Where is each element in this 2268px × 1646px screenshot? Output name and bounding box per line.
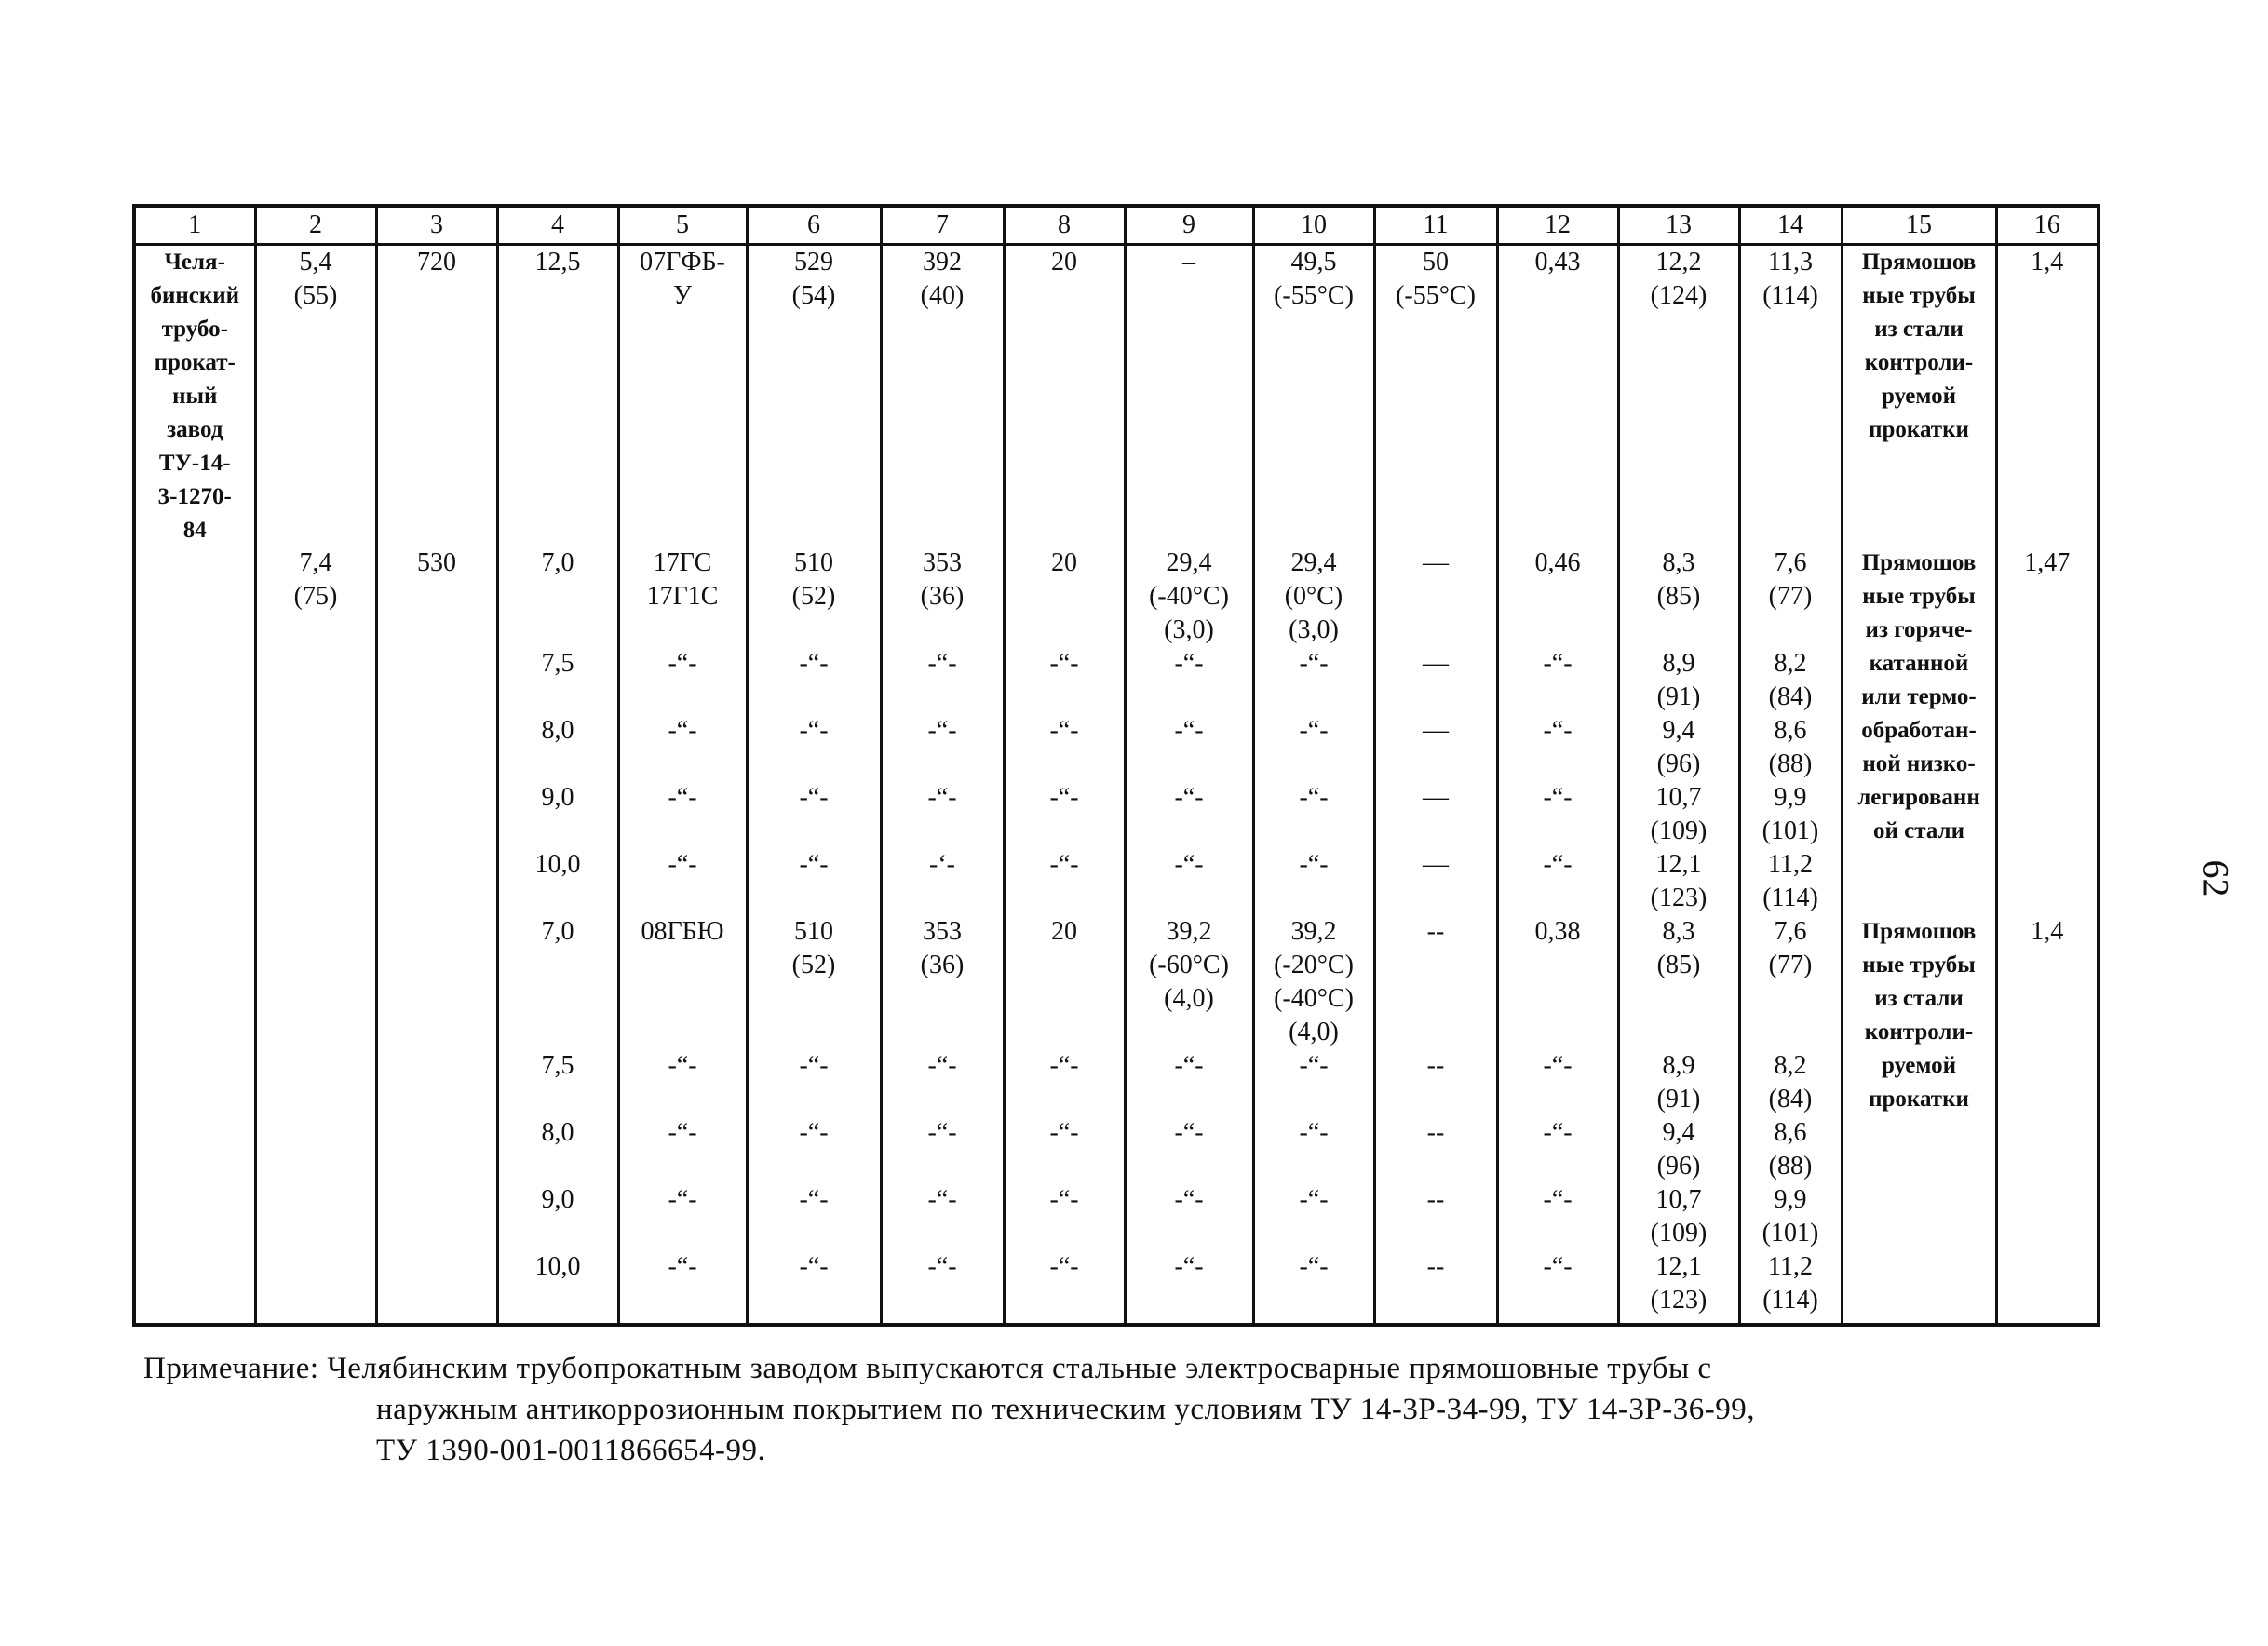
cell-text: 7,0 7,5 8,0 9,0 10,0 xyxy=(534,916,581,1281)
cell-text: 20 xyxy=(1051,248,1077,277)
cell-text: 353 (36) -“- -“- -“- -‘- xyxy=(920,547,965,879)
table-cell xyxy=(1497,245,1618,546)
footnote-line: ТУ 1390-001-0011866654-99. xyxy=(376,1434,766,1467)
cell-text: 720 xyxy=(417,248,456,277)
table-cell xyxy=(881,915,1004,1325)
cell-text: 0,38 -“- -“- -“- -“- xyxy=(1534,916,1581,1281)
factory-name: Челя- бинский трубо- прокат- ный завод ТУ-14- 3-1270- 84 xyxy=(150,250,240,543)
table-cell xyxy=(1842,546,1996,915)
table-cell xyxy=(376,546,497,915)
column-header: 16 xyxy=(1996,206,2099,245)
table-cell xyxy=(1125,245,1253,546)
cell-text: 07ГФБ- У xyxy=(640,248,725,310)
column-header: 7 xyxy=(881,206,1004,245)
cell-text: — — — — — xyxy=(1423,547,1449,879)
cell-text: 20 -“- -“- -“- -“- xyxy=(1049,916,1079,1281)
table-cell xyxy=(1842,915,1996,1325)
table-cell xyxy=(618,245,747,546)
table-cell xyxy=(1004,245,1125,546)
table-cell xyxy=(1618,546,1739,915)
cell-text: 5,4 (55) xyxy=(293,248,338,310)
cell-text: 353 (36) -“- -“- -“- -“- xyxy=(920,916,965,1281)
table-cell xyxy=(1842,245,1996,546)
table-cell xyxy=(1004,546,1125,915)
cell-text: 29,4 (0°С) (3,0) -“- -“- -“- -“- xyxy=(1284,547,1343,879)
table-cell xyxy=(1253,546,1374,915)
table-cell xyxy=(881,245,1004,546)
cell-text: 39,2 (-20°С) (-40°С) (4,0) -“- -“- -“- -“- xyxy=(1274,916,1354,1281)
table-cell xyxy=(1497,546,1618,915)
cell-text: 8,3 (85) 8,9 (91) 9,4 (96) 10,7 (109) 12,1 (123) xyxy=(1650,916,1708,1315)
column-header: 15 xyxy=(1842,206,1996,245)
table-cell xyxy=(1253,915,1374,1325)
cell-text: -- -- -- -- -- xyxy=(1426,916,1445,1281)
table-cell xyxy=(1739,245,1842,546)
pipe-description: Прямошов ные трубы из горяче- катанной или термо- обработан- ной низко- легированн ой стали xyxy=(1857,549,1980,843)
table-cell xyxy=(1996,546,2099,915)
cell-text: 1,47 xyxy=(2024,547,2071,577)
cell-text: 8,3 (85) 8,9 (91) 9,4 (96) 10,7 (109) 12,1 (123) xyxy=(1650,547,1708,912)
cell-text: 0,43 xyxy=(1534,248,1581,277)
cell-text: 7,6 (77) 8,2 (84) 8,6 (88) 9,9 (101) 11,2 (114) xyxy=(1762,547,1819,912)
page-number: 62 xyxy=(2194,859,2237,897)
table-cell xyxy=(1253,245,1374,546)
cell-text: 7,4 (75) xyxy=(293,547,338,611)
table-cell xyxy=(497,245,618,546)
table-cell xyxy=(618,546,747,915)
table-cell xyxy=(1618,915,1739,1325)
footnote-line: наружным антикоррозионным покрытием по техническим условиям ТУ 14-3Р-34-99, ТУ 14-3Р-36-99, xyxy=(376,1393,1755,1426)
cell-text: 08ГБЮ -“- -“- -“- -“- xyxy=(641,916,724,1281)
cell-text: 510 (52) -“- -“- -“- -“- xyxy=(791,916,836,1281)
cell-text: 529 (54) xyxy=(791,248,836,310)
column-header: 12 xyxy=(1497,206,1618,245)
table-cell xyxy=(376,245,497,546)
cell-text: 7,6 (77) 8,2 (84) 8,6 (88) 9,9 (101) 11,2 (114) xyxy=(1762,916,1819,1315)
cell-text: 39,2 (-60°С) (4,0) -“- -“- -“- -“- xyxy=(1149,916,1229,1281)
column-header: 8 xyxy=(1004,206,1125,245)
column-header: 13 xyxy=(1618,206,1739,245)
table-row xyxy=(134,546,2099,915)
cell-text: 12,5 xyxy=(534,248,581,277)
column-header: 3 xyxy=(376,206,497,245)
column-header: 6 xyxy=(747,206,881,245)
cell-text: 50 (-55°С) xyxy=(1396,248,1476,310)
column-header: 4 xyxy=(497,206,618,245)
cell-text: 49,5 (-55°С) xyxy=(1274,248,1354,310)
table-cell xyxy=(1996,915,2099,1325)
pipe-description: Прямошов ные трубы из стали контроли- руемой прокатки xyxy=(1861,918,1977,1112)
column-header: 10 xyxy=(1253,206,1374,245)
table-cell xyxy=(1739,915,1842,1325)
table-cell xyxy=(1374,546,1497,915)
cell-text: 510 (52) -“- -“- -“- -“- xyxy=(791,547,836,879)
table-cell xyxy=(1004,915,1125,1325)
column-header: 9 xyxy=(1125,206,1253,245)
table-cell xyxy=(747,546,881,915)
table-cell xyxy=(1125,915,1253,1325)
table-cell xyxy=(618,915,747,1325)
table-row xyxy=(134,245,2099,546)
table-cell xyxy=(1125,546,1253,915)
column-header: 11 xyxy=(1374,206,1497,245)
table-cell xyxy=(376,915,497,1325)
cell-text: 12,2 (124) xyxy=(1650,248,1708,310)
header-row xyxy=(134,206,2099,245)
column-header: 1 xyxy=(134,206,255,245)
table-cell xyxy=(1374,245,1497,546)
footnote-label: Примечание: xyxy=(143,1352,319,1385)
table-row xyxy=(134,915,2099,1325)
cell-text: 11,3 (114) xyxy=(1762,248,1818,310)
table-cell xyxy=(255,546,376,915)
cell-text: 1,4 xyxy=(2031,248,2064,277)
cell-text: 530 xyxy=(417,547,456,577)
table-cell xyxy=(1996,245,2099,546)
table-cell xyxy=(747,915,881,1325)
table-cell xyxy=(255,915,376,1325)
cell-text: 20 -“- -“- -“- -“- xyxy=(1049,547,1079,879)
table-cell xyxy=(255,245,376,546)
footnote-line: Челябинским трубопрокатным заводом выпускаются стальные электросварные прямошовные трубы с xyxy=(327,1352,1712,1385)
footnote xyxy=(143,1348,1968,1471)
pipe-description: Прямошов ные трубы из стали контроли- руемой прокатки xyxy=(1861,250,1977,442)
column-header: 2 xyxy=(255,206,376,245)
table-cell xyxy=(1374,915,1497,1325)
cell-text: 29,4 (-40°С) (3,0) -“- -“- -“- -“- xyxy=(1149,547,1229,879)
cell-text: 392 (40) xyxy=(920,248,965,310)
table-cell xyxy=(881,546,1004,915)
table-cell xyxy=(747,245,881,546)
table-cell xyxy=(497,915,618,1325)
specs-table xyxy=(132,204,2100,1327)
column-header: 14 xyxy=(1739,206,1842,245)
cell-text: 7,0 7,5 8,0 9,0 10,0 xyxy=(534,547,581,879)
table-cell xyxy=(1618,245,1739,546)
cell-text: 17ГС 17Г1С -“- -“- -“- -“- xyxy=(646,547,719,879)
table-cell xyxy=(497,546,618,915)
factory-cell xyxy=(134,245,255,1325)
table-cell xyxy=(1739,546,1842,915)
table-cell xyxy=(1497,915,1618,1325)
cell-text: 1,4 xyxy=(2031,916,2064,946)
column-header: 5 xyxy=(618,206,747,245)
cell-text: – xyxy=(1182,248,1195,277)
cell-text: 0,46 -“- -“- -“- -“- xyxy=(1534,547,1581,879)
